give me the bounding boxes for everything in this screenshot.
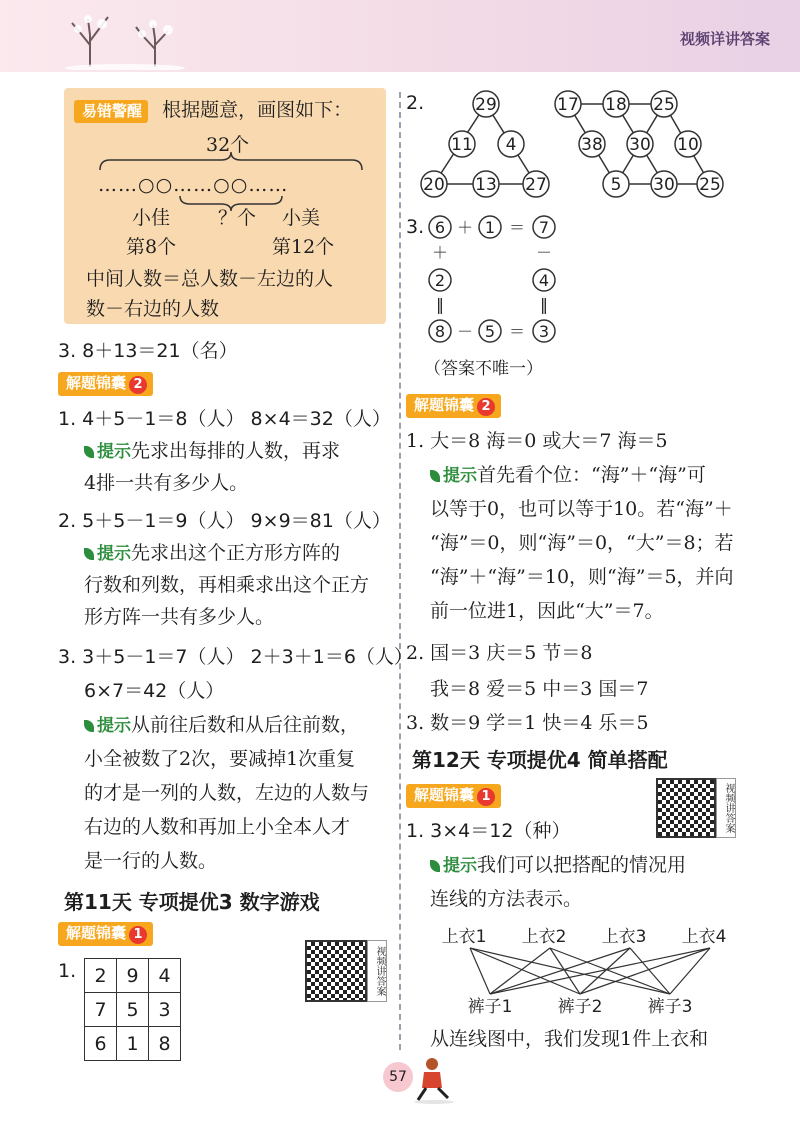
section-badge-label: 解题锦囊 (66, 374, 127, 392)
answer-2: 2. 5＋5－1＝9（人） 9×9＝81（人） (58, 510, 391, 532)
leaf-icon (84, 548, 94, 560)
grid-cell: 2 (85, 959, 117, 993)
answer-c1-tail: 从连线图中，我们发现1件上衣和 (430, 1028, 709, 1050)
hint-3-line-4: 右边的人数和再加上小全本人才 (84, 816, 351, 838)
hint-c1-line-1: 提示我们可以把搭配的情况用 (430, 852, 686, 879)
tri2-mid-left: 38 (581, 135, 603, 155)
grid-cell: 4 (149, 959, 181, 993)
grid-cell: 9 (117, 959, 149, 993)
eq-op2: － (456, 322, 474, 341)
hint-3-line-1: 提示从前往后数和从后往前数， (84, 712, 359, 739)
answer-1: 1. 4＋5－1＝8（人） 8×4＝32（人） (58, 408, 391, 430)
tri2-top-right: 25 (653, 95, 675, 115)
tri1-bottom-left: 20 (423, 175, 445, 195)
triangle-puzzle-1 (416, 88, 556, 200)
top-2: 上衣2 (521, 927, 567, 947)
equation-puzzle (418, 210, 578, 348)
section-badge-number: 2 (477, 398, 495, 416)
hint-b1-line-5: 前一位进1，因此“大”＝7。 (430, 600, 664, 622)
hint-1-line-1: 提示先求出每排的人数，再求 (84, 438, 340, 465)
warning-header (74, 97, 352, 123)
dots-row: ……○○……○○…… (98, 174, 289, 196)
tri1-top: 29 (475, 95, 497, 115)
section-badge-label: 解题锦囊 (66, 924, 127, 942)
hint-3-line-5: 是一行的人数。 (84, 850, 218, 872)
qr-code-left[interactable] (305, 940, 367, 1002)
hint-3-line-2: 小全被数了2次，要减掉1次重复 (84, 748, 356, 770)
grid-label: 1. (58, 960, 77, 982)
section-badge-number: 1 (129, 926, 147, 944)
hint-c1-line-2: 连线的方法表示。 (430, 888, 583, 910)
tri1-bottom-mid: 13 (475, 175, 497, 195)
top-3: 上衣3 (601, 927, 647, 947)
qr-label-right: 视频讲答案 (716, 778, 736, 838)
hint-2-line-2: 行数和列数，再相乘求出这个正方 (84, 574, 370, 596)
name-mid: ？个 (218, 207, 257, 229)
tri2-mid-right: 10 (677, 135, 699, 155)
pants-2: 裤子2 (557, 997, 603, 1017)
pants-1: 裤子1 (467, 997, 513, 1017)
hint-label: 提示 (84, 442, 131, 462)
eq-h: 5 (484, 322, 496, 341)
warning-line-2: 数－右边的人数 (86, 298, 220, 320)
eq-d: 2 (434, 271, 446, 290)
section-badge-label: 解题锦囊 (414, 786, 475, 804)
magic-square (84, 958, 181, 1061)
grid-cell: 8 (149, 1027, 181, 1061)
hint-b1-line-1: 提示首先看个位：“海”＋“海”可 (430, 462, 706, 489)
skater-illustration (412, 1056, 456, 1104)
day-11-title: 第11天 专项提优3 数字游戏 (64, 890, 320, 914)
name-right: 小美 (282, 207, 321, 229)
hint-label: 提示 (430, 466, 477, 486)
section-badge-left-1 (58, 372, 153, 396)
tri2-bottom-mid: 30 (653, 175, 675, 195)
grid-cell: 7 (85, 993, 117, 1027)
grid-cell: 3 (149, 993, 181, 1027)
position-right: 第12个 (272, 236, 335, 258)
section-badge-right-2 (406, 784, 501, 808)
tri1-bottom-right: 27 (525, 175, 547, 195)
tri2-top-left: 17 (557, 95, 579, 115)
tri1-mid-right: 4 (505, 135, 517, 155)
eq-c: 7 (538, 218, 550, 237)
leaf-icon (430, 860, 440, 872)
section-badge-left-2 (58, 922, 153, 946)
answer-c1: 1. 3×4＝12（种） (406, 820, 571, 842)
eq-f: 4 (538, 271, 550, 290)
tri2-top-mid: 18 (605, 95, 627, 115)
column-divider (399, 92, 401, 1050)
hint-b1-line-3: “海”＝0，则“海”＝0，“大”＝8；若 (430, 532, 734, 554)
grid-cell: 1 (117, 1027, 149, 1061)
page-number: 57 (383, 1062, 413, 1092)
tri2-bottom-left: 5 (610, 175, 622, 195)
hint-2-line-3: 形方阵一共有多少人。 (84, 606, 275, 628)
leaf-icon (430, 470, 440, 482)
leaf-icon (84, 720, 94, 732)
q2-label: 2. (406, 92, 425, 114)
leaf-icon (84, 446, 94, 458)
warning-line-1: 中间人数＝总人数－左边的人 (86, 268, 334, 290)
hint-1-line-2: 4排一共有多少人。 (84, 472, 249, 494)
answer-b1: 1. 大＝8 海＝0 或大＝7 海＝5 (406, 430, 668, 452)
eq-minus: － (535, 243, 553, 262)
eq-g: 8 (434, 322, 446, 341)
eq-op1: ＋ (456, 218, 474, 237)
hint-label: 提示 (84, 544, 131, 564)
eq-eq1: ＝ (508, 218, 526, 237)
winter-tree-illustration (60, 5, 190, 70)
tri2-mid-mid: 30 (629, 135, 651, 155)
hint-label: 提示 (84, 716, 131, 736)
eq-eq2: ＝ (508, 322, 526, 341)
q3-label: 3. (406, 216, 425, 238)
matching-diagram (430, 922, 750, 1022)
answer-3b: 6×7＝42（人） (84, 680, 225, 702)
qr-code-right[interactable] (656, 778, 716, 838)
tri1-mid-left: 11 (451, 135, 473, 155)
section-badge-number: 2 (129, 376, 147, 394)
header-title: 视频详讲答案 (679, 30, 770, 48)
section-badge-label: 解题锦囊 (414, 396, 475, 414)
total-label: 32个 (206, 134, 250, 156)
answer-q3: 3. 8＋13＝21（名） (58, 340, 238, 362)
hint-3-line-3: 的才是一列的人数，左边的人数与 (84, 782, 370, 804)
hint-2-line-1: 提示先求出这个正方形方阵的 (84, 540, 340, 567)
name-left: 小佳 (132, 207, 171, 229)
qr-label-left: 视频讲答案 (367, 940, 387, 1002)
warning-intro: 根据题意，画图如下： (162, 99, 353, 121)
day-12-title: 第12天 专项提优4 简单搭配 (412, 748, 668, 772)
grid-cell: 5 (117, 993, 149, 1027)
answer-note: （答案不唯一） (424, 359, 543, 379)
section-badge-right-1 (406, 394, 501, 418)
answer-b2-line-2: 我＝8 爱＝5 中＝3 国＝7 (430, 678, 649, 700)
pants-3: 裤子3 (647, 997, 693, 1017)
hint-label: 提示 (430, 856, 477, 876)
answer-b3: 3. 数＝9 学＝1 快＝4 乐＝5 (406, 712, 649, 734)
triangle-puzzle-2 (548, 88, 728, 200)
answer-3: 3. 3＋5－1＝7（人） 2＋3＋1＝6（人） (58, 646, 413, 668)
total-brace (96, 152, 366, 172)
hint-b1-line-2: 以等于0，也可以等于10。若“海”＋ (430, 498, 733, 520)
eq-plus: ＋ (431, 243, 449, 262)
eq-eqv2: ‖ (540, 295, 548, 314)
hint-b1-line-4: “海”＋“海”＝10，则“海”＝5，并向 (430, 566, 734, 588)
page-header (0, 0, 800, 72)
top-4: 上衣4 (681, 927, 727, 947)
position-left: 第8个 (126, 236, 177, 258)
top-1: 上衣1 (441, 927, 487, 947)
section-badge-number: 1 (477, 788, 495, 806)
eq-a: 6 (434, 218, 446, 237)
warning-badge: 易错警醒 (74, 100, 148, 123)
grid-cell: 6 (85, 1027, 117, 1061)
eq-eqv1: ‖ (436, 295, 444, 314)
eq-b: 1 (484, 218, 496, 237)
answer-b2-line-1: 2. 国＝3 庆＝5 节＝8 (406, 642, 593, 664)
eq-i: 3 (538, 322, 550, 341)
tri2-bottom-right: 25 (699, 175, 721, 195)
